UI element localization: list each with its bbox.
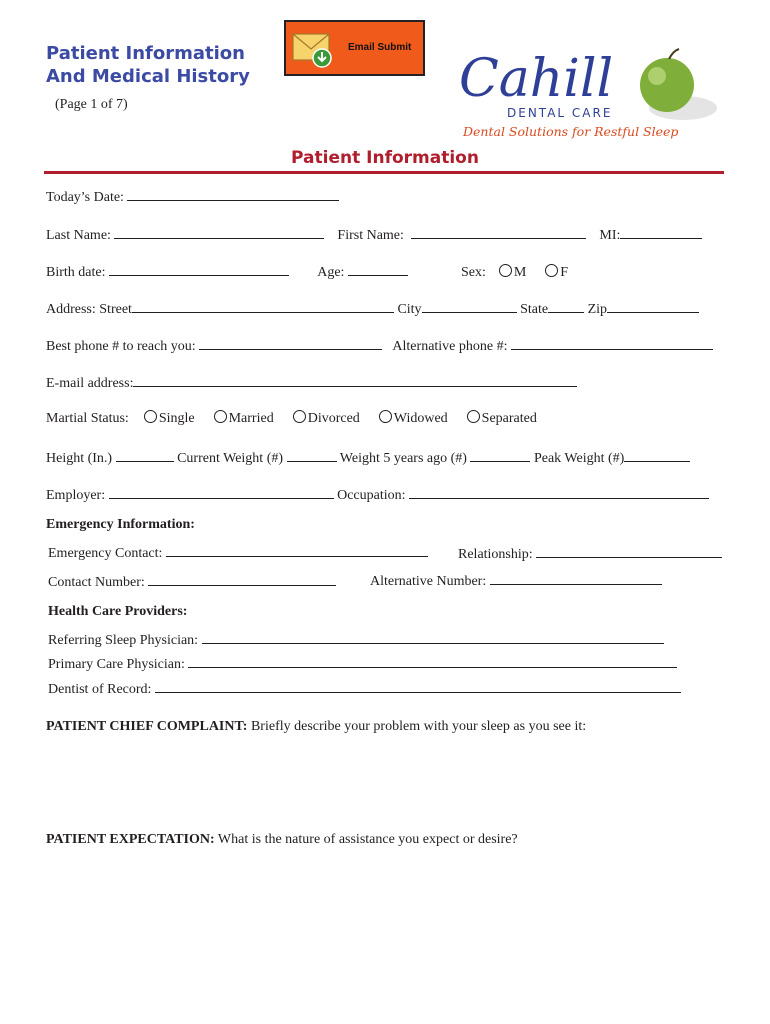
emergency-contact-row	[48, 542, 428, 563]
todays-date-label: Today’s Date:	[46, 190, 124, 205]
logo-subtitle: DENTAL CARE	[507, 106, 613, 120]
email-label: E-mail address:	[46, 376, 134, 391]
height-label: Height (In.)	[46, 451, 113, 466]
expectation-row	[46, 831, 518, 849]
primary-physician-label: Primary Care Physician:	[48, 657, 185, 672]
expectation-area[interactable]	[46, 856, 726, 1006]
logo-tagline: Dental Solutions for Restful Sleep	[463, 124, 679, 139]
sex-m-radio[interactable]	[499, 264, 512, 277]
employment-row	[46, 484, 709, 505]
state-field[interactable]	[548, 298, 584, 313]
address-street-label: Address: Street	[46, 302, 132, 317]
sex-label: Sex:	[460, 265, 486, 280]
marital-separated-label: Separated	[481, 411, 537, 426]
emergency-contact-label: Emergency Contact:	[48, 546, 163, 561]
email-submit-button[interactable]	[284, 20, 425, 76]
section-title: Patient Information	[291, 148, 479, 168]
dentist-row	[48, 678, 681, 699]
marital-widowed-radio[interactable]	[379, 410, 392, 423]
mi-field[interactable]	[620, 224, 702, 239]
marital-separated-radio[interactable]	[467, 410, 480, 423]
marital-married-radio[interactable]	[214, 410, 227, 423]
birth-date-field[interactable]	[109, 261, 289, 276]
mi-label: MI:	[599, 228, 621, 243]
employer-label: Employer:	[46, 488, 106, 503]
phone-row	[46, 335, 713, 356]
weight-5yrs-field[interactable]	[470, 447, 530, 462]
peak-weight-label: Peak Weight (#)	[533, 451, 625, 466]
address-row	[46, 298, 699, 319]
current-weight-field[interactable]	[287, 447, 337, 462]
current-weight-label: Current Weight (#)	[177, 451, 284, 466]
occupation-label: Occupation:	[337, 488, 406, 503]
todays-date-row	[46, 186, 339, 207]
zip-field[interactable]	[607, 298, 699, 313]
marital-divorced-radio[interactable]	[293, 410, 306, 423]
chief-complaint-area[interactable]	[46, 742, 726, 822]
alt-phone-field[interactable]	[511, 335, 713, 350]
measurements-row	[46, 447, 690, 468]
section-divider	[44, 171, 724, 174]
sex-m-label: M	[513, 265, 527, 280]
chief-complaint-row	[46, 718, 586, 736]
relationship-field[interactable]	[536, 543, 722, 558]
best-phone-field[interactable]	[199, 335, 382, 350]
contact-number-field[interactable]	[148, 571, 336, 586]
marital-row	[46, 410, 537, 428]
alt-number-label: Alternative Number:	[370, 574, 487, 589]
address-street-field[interactable]	[132, 298, 394, 313]
occupation-field[interactable]	[409, 484, 709, 499]
referring-physician-field[interactable]	[202, 629, 664, 644]
email-field[interactable]	[133, 372, 577, 387]
employer-field[interactable]	[109, 484, 334, 499]
cahill-dental-logo	[455, 40, 720, 144]
page-indicator: (Page 1 of 7)	[55, 97, 128, 112]
expectation-label: PATIENT EXPECTATION:	[46, 832, 215, 847]
sex-f-label: F	[560, 265, 569, 280]
chief-complaint-label: PATIENT CHIEF COMPLAINT:	[46, 719, 248, 734]
zip-label: Zip	[587, 302, 608, 317]
last-name-field[interactable]	[114, 224, 324, 239]
relationship-label: Relationship:	[458, 547, 533, 562]
marital-single-radio[interactable]	[144, 410, 157, 423]
marital-married-label: Married	[228, 411, 274, 426]
first-name-field[interactable]	[411, 224, 586, 239]
logo-brand-text: Cahill	[459, 49, 614, 109]
primary-physician-field[interactable]	[188, 653, 677, 668]
referring-physician-label: Referring Sleep Physician:	[48, 633, 199, 648]
alt-number-field[interactable]	[490, 570, 662, 585]
primary-physician-row	[48, 653, 677, 674]
alt-phone-label: Alternative phone #:	[392, 339, 508, 354]
weight-5yrs-label: Weight 5 years ago (#)	[339, 451, 467, 466]
age-label: Age:	[317, 265, 345, 280]
alt-number-row	[370, 570, 662, 591]
envelope-download-icon	[292, 28, 332, 68]
peak-weight-field[interactable]	[624, 447, 690, 462]
first-name-label: First Name:	[337, 228, 404, 243]
dentist-field[interactable]	[155, 678, 681, 693]
best-phone-label: Best phone # to reach you:	[46, 339, 196, 354]
sex-f-radio[interactable]	[545, 264, 558, 277]
form-title	[46, 42, 250, 88]
dentist-label: Dentist of Record:	[48, 682, 152, 697]
birth-row	[46, 261, 568, 282]
birth-date-label: Birth date:	[46, 265, 106, 280]
marital-divorced-label: Divorced	[307, 411, 360, 426]
relationship-row	[458, 543, 722, 564]
name-row	[46, 224, 702, 245]
email-row	[46, 372, 577, 393]
form-title-line1: Patient Information	[46, 43, 245, 64]
chief-complaint-prompt: Briefly describe your problem with your sleep as you see it:	[250, 719, 587, 734]
height-field[interactable]	[116, 447, 174, 462]
referring-physician-row	[48, 629, 664, 650]
providers-heading: Health Care Providers:	[48, 604, 188, 619]
contact-number-row	[48, 571, 336, 592]
form-title-line2: And Medical History	[46, 66, 250, 87]
emergency-contact-field[interactable]	[166, 542, 428, 557]
emergency-heading: Emergency Information:	[46, 517, 195, 532]
age-field[interactable]	[348, 261, 408, 276]
state-label: State	[520, 302, 549, 317]
marital-widowed-label: Widowed	[393, 411, 448, 426]
contact-number-label: Contact Number:	[48, 575, 145, 590]
marital-single-label: Single	[158, 411, 195, 426]
todays-date-field[interactable]	[127, 186, 339, 201]
city-label: City	[397, 302, 422, 317]
email-submit-label: Email Submit	[348, 42, 412, 53]
marital-status-label: Martial Status:	[46, 411, 129, 426]
last-name-label: Last Name:	[46, 228, 111, 243]
expectation-prompt: What is the nature of assistance you expect or desire?	[217, 832, 518, 847]
city-field[interactable]	[422, 298, 517, 313]
